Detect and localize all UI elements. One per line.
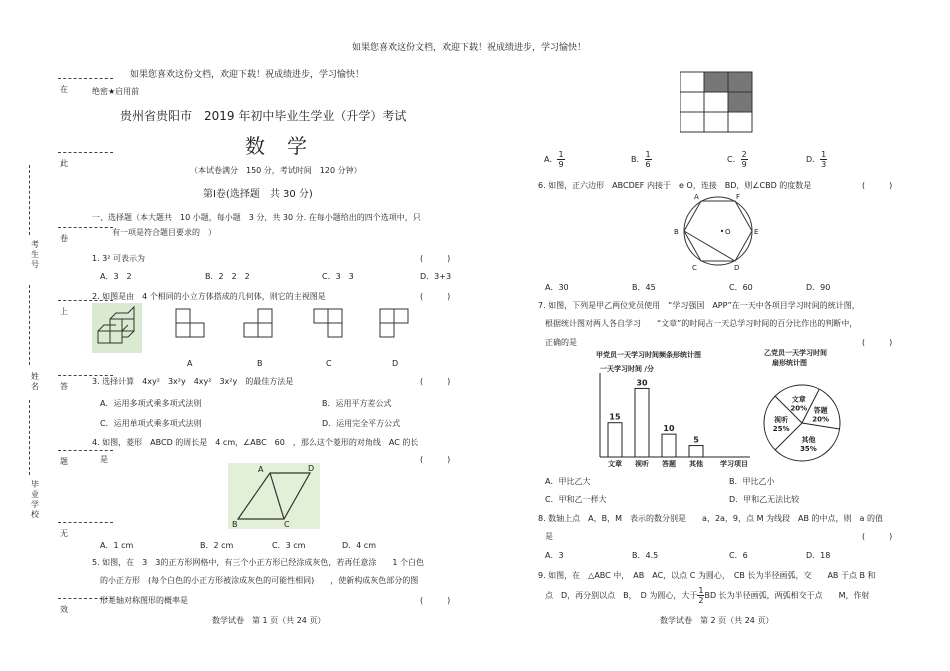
answer-paren: ( )	[862, 181, 893, 190]
q8-option-b: B．4.5	[632, 551, 659, 560]
hexagon-figure	[670, 190, 766, 272]
question-4-cont: 是	[100, 455, 108, 464]
question-9-cont: 点 D，再分别以点 B， D 为圆心，大于 $\frac{1}{2}$ BD 长为半径画弧，两弧相交于点 M，作射	[545, 586, 870, 605]
q6-option-d: D．90	[806, 283, 831, 292]
left-banner: 如果您喜欢这份文档，欢迎下载！祝成绩进步，学习愉快！	[130, 70, 365, 80]
bar-chart-ylabel: 一天学习时间 /分	[600, 365, 654, 373]
bar-value-label: 5	[693, 435, 699, 445]
question-2: 2. 如图是由 4 个相同的小立方体搭成的几何体，则它的主视图是	[92, 292, 326, 301]
q3-option-b: B．运用平方差公式	[322, 399, 392, 408]
svg-text:B: B	[674, 228, 679, 236]
bar-category-label: 文章	[608, 460, 622, 468]
q8-option-c: C．6	[729, 551, 748, 560]
instruction-line-2: 有一项是符合题目要求的 ）	[112, 228, 216, 237]
svg-text:O: O	[725, 228, 731, 236]
pie-title-2: 扇形统计图	[772, 359, 807, 367]
q2-label-b: B	[257, 359, 263, 368]
question-7: 7. 如图，下列是甲乙两位党员使用 “学习强国 APP”在一天中各项目学习时间的统计图，	[538, 301, 860, 310]
bar-chart-title: 甲党员一天学习时间频条形统计图	[596, 351, 701, 359]
q6-option-b: B．45	[632, 283, 656, 292]
bar-chart-xlabel: 学习项目	[720, 460, 748, 468]
field-line	[29, 285, 40, 365]
binding-dash	[58, 78, 113, 79]
field-student-id: 考生号	[31, 240, 39, 269]
bar-value-label: 15	[609, 412, 621, 422]
q1-option-c: C．3 3	[322, 272, 354, 281]
bar-category-label: 其他	[689, 460, 703, 468]
q3-option-c: C．运用单项式乘多项式法则	[100, 419, 202, 428]
q8-option-a: A．3	[545, 551, 564, 560]
q8-option-d: D．18	[806, 551, 831, 560]
cube-figure	[92, 303, 142, 353]
question-3: 3. 选择计算 4xy² 3x²y 4xy² 3x²y 的最佳方法是	[92, 377, 294, 386]
pie-slice-percent: 20%	[790, 404, 808, 413]
q6-option-a: A．30	[545, 283, 569, 292]
binding-char: 上	[60, 307, 68, 316]
view-option-b	[240, 305, 278, 343]
binding-dash	[58, 522, 113, 523]
q4-option-a: A．1 cm	[100, 541, 134, 550]
answer-paren: ( )	[420, 292, 451, 301]
question-8-cont: 是	[545, 532, 553, 541]
svg-text:E: E	[754, 228, 759, 236]
bar-category-label: 答题	[662, 460, 676, 468]
svg-text:C: C	[692, 264, 697, 272]
svg-text:D: D	[308, 464, 315, 473]
binding-char: 卷	[60, 234, 68, 243]
bar-category-label: 视听	[635, 460, 649, 468]
pie-title-1: 乙党员一天学习时间	[764, 349, 827, 357]
binding-char: 答	[60, 382, 68, 391]
binding-char: 无	[60, 529, 68, 538]
right-footer: 数学试卷 第 2 页（共 24 页）	[660, 616, 774, 625]
answer-paren: ( )	[862, 532, 893, 541]
field-school: 毕业学校	[31, 480, 39, 519]
instruction-line-1: 一、选择题（本大题共 10 小题，每小题 3 分，共 30 分. 在每小题给出的四个选项中，只	[92, 213, 421, 222]
left-footer: 数学试卷 第 1 页（共 24 页）	[212, 616, 326, 625]
view-option-a	[172, 305, 210, 343]
top-banner: 如果您喜欢这份文档，欢迎下载！祝成绩进步，学习愉快！	[352, 43, 587, 53]
binding-char: 在	[60, 85, 68, 94]
q1-option-b: B．2 2 2	[205, 272, 250, 281]
binding-char: 此	[60, 159, 68, 168]
answer-paren: ( )	[420, 596, 451, 605]
question-7-cont: 根据统计图对两人各自学习 “文章”的时间占一天总学习时间的百分比作出的判断中，	[545, 319, 858, 328]
pie-slice-label: 答题	[813, 406, 828, 415]
pie-slice-label: 其他	[801, 435, 816, 444]
question-9: 9. 如图，在 △ABC 中， AB AC，以点 C 为圆心， CB 长为半径画弧，交 AB 于点 B 和	[538, 571, 876, 580]
field-line	[29, 165, 40, 235]
svg-text:C: C	[284, 520, 290, 529]
field-name: 姓名	[31, 372, 39, 391]
q6-option-c: C．60	[729, 283, 753, 292]
svg-text:F: F	[736, 193, 741, 201]
q5-option-b: B． $\frac{1}{6}$	[631, 150, 651, 169]
bar	[608, 423, 622, 457]
question-4: 4. 如图，菱形 ABCD 的周长是 4 cm，∠ABC 60 ，那么这个菱形的对角线 AC 的长	[92, 438, 419, 447]
question-5-cont2: 形是轴对称图形的概率是	[100, 596, 188, 605]
svg-text:D: D	[734, 264, 740, 272]
question-1: 1. 3² 可表示为	[92, 254, 146, 263]
answer-paren: ( )	[420, 254, 451, 263]
bar-chart	[570, 345, 770, 470]
binding-dash	[58, 152, 113, 153]
binding-char: 效	[60, 605, 68, 614]
q2-label-a: A	[187, 359, 193, 368]
exam-title: 贵州省贵阳市 2019 年初中毕业生学业（升学）考试	[120, 109, 407, 123]
pie-slice-percent: 35%	[800, 444, 817, 453]
view-option-c	[310, 305, 348, 343]
q5-option-a: A． $\frac{1}{9}$	[544, 150, 564, 169]
q4-option-d: D．4 cm	[342, 541, 376, 550]
question-5: 5. 如图，在 3 3的正方形网格中，有三个小正方形已经涂成灰色，若再任意涂 1 个白色	[92, 558, 424, 567]
rhombus-figure	[228, 463, 320, 529]
svg-text:A: A	[694, 193, 699, 201]
q2-label-d: D	[392, 359, 399, 368]
bar	[635, 388, 649, 457]
bar	[689, 446, 703, 457]
bar-value-label: 10	[663, 424, 675, 434]
pie-slice-label: 文章	[791, 395, 806, 404]
q3-option-a: A．运用多项式乘多项式法则	[100, 399, 202, 408]
pie-slice-percent: 25%	[772, 425, 790, 433]
q1-option-a: A．3 2	[100, 272, 132, 281]
q3-option-d: D．运用完全平方公式	[322, 419, 401, 428]
q4-option-c: C．3 cm	[272, 541, 306, 550]
view-option-d	[376, 305, 414, 343]
q7-option-b: B．甲比乙小	[729, 477, 775, 486]
pie-chart	[758, 345, 868, 470]
answer-paren: ( )	[420, 377, 451, 386]
exam-info: （本试卷满分 150 分，考试时间 120 分钟）	[190, 166, 362, 175]
subject-title: 数学	[245, 134, 329, 158]
q7-option-d: D．甲和乙无法比较	[729, 495, 800, 504]
binding-dash	[58, 450, 113, 451]
answer-paren: ( )	[862, 338, 893, 347]
grid-figure	[680, 70, 756, 136]
question-6: 6. 如图，正六边形 ABCDEF 内接于 e O，连接 BD，则∠CBD 的度数是	[538, 181, 812, 190]
binding-dash	[58, 227, 113, 228]
bar-value-label: 30	[636, 378, 648, 388]
q4-option-b: B．2 cm	[200, 541, 234, 550]
question-8: 8. 数轴上点 A，B，M 表示的数分别是 a，2a，9，点 M 为线段 AB 的中点，则 a 的值	[538, 514, 883, 523]
question-5-cont: 的小正方形 (每个白色的小正方形被涂成灰色的可能性相同) ，使新构成灰色部分的图	[100, 576, 419, 585]
bar	[662, 434, 676, 457]
q7-option-a: A．甲比乙大	[545, 477, 591, 486]
question-7-cont2: 正确的是	[545, 338, 577, 347]
pie-slice-percent: 20%	[812, 415, 830, 424]
q7-option-c: C．甲和乙一样大	[545, 495, 607, 504]
answer-paren: ( )	[420, 455, 451, 464]
q1-option-d: D．3+3	[420, 272, 452, 281]
binding-char: 题	[60, 457, 68, 466]
q2-label-c: C	[326, 359, 332, 368]
field-line	[29, 400, 40, 475]
svg-text:A: A	[258, 465, 264, 474]
q5-option-c: C． $\frac{2}{9}$	[727, 150, 747, 169]
svg-text:B: B	[232, 520, 238, 529]
pie-slice-label: 视听	[774, 416, 789, 424]
q5-option-d: D． $\frac{1}{3}$	[806, 150, 827, 169]
section-title: 第Ⅰ卷(选择题 共 30 分)	[203, 189, 313, 200]
secret-label: 绝密★启用前	[92, 87, 140, 96]
